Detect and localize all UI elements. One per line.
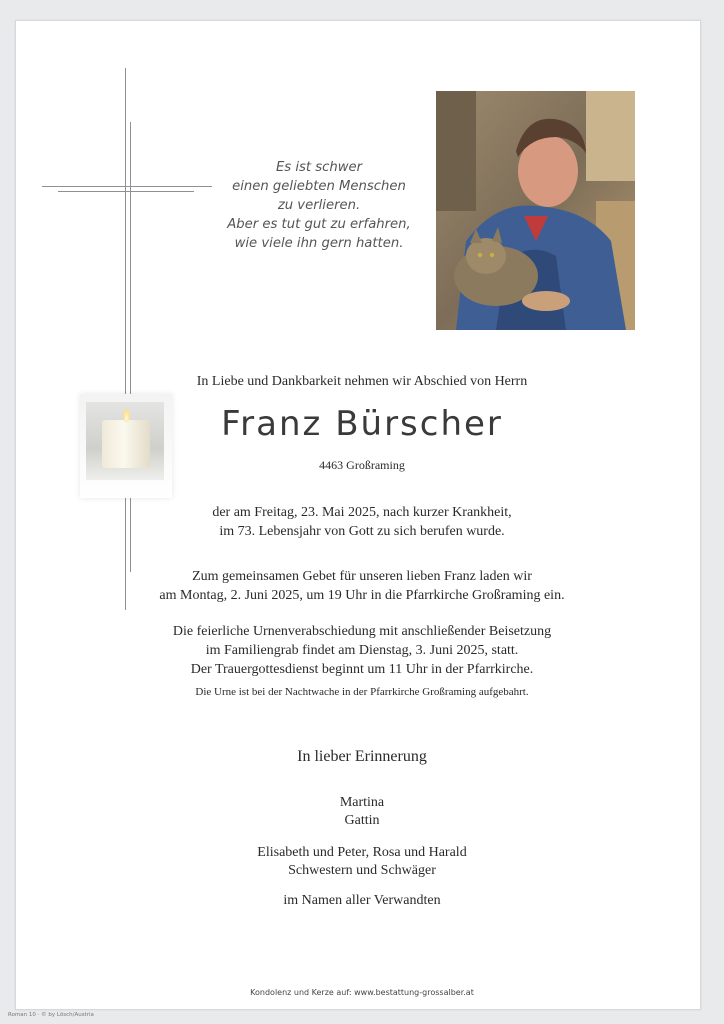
condolence-footer: Kondolenz und Kerze auf: www.bestattung-grossalber.at — [250, 988, 474, 997]
text-line: Der Trauergottesdienst beginnt um 11 Uhr in der Pfarrkirche. — [190, 662, 534, 677]
cross-horizontal-line — [42, 186, 212, 187]
mourner-relation: Gattin — [344, 813, 380, 828]
passing-paragraph — [0, 503, 724, 541]
quote-line: wie viele ihn gern hatten. — [234, 236, 404, 251]
quote-line: Aber es tut gut zu erfahren, — [227, 217, 411, 232]
quote-line: einen geliebten Menschen — [232, 179, 406, 194]
deceased-town: 4463 Großraming — [319, 458, 405, 472]
mourner-names: Elisabeth und Peter, Rosa und Harald — [257, 845, 467, 860]
funeral-paragraph — [0, 622, 724, 679]
deceased-name: Franz Bürscher — [221, 404, 503, 444]
text-line: Die feierliche Urnenverabschiedung mit anschließender Beisetzung — [172, 624, 552, 639]
text-line: im Familiengrab findet am Dienstag, 3. Juni 2025, statt. — [205, 643, 519, 658]
quote-line: zu verlieren. — [277, 198, 361, 213]
mourner-group — [0, 794, 724, 830]
text-line: im 73. Lebensjahr von Gott zu sich berufen wurde. — [219, 524, 505, 539]
imprint-mark: Roman 10 · © by Lösch/Austria — [8, 1012, 94, 1018]
quote-line: Es ist schwer — [275, 160, 363, 175]
text-line: der am Freitag, 23. Mai 2025, nach kurzer Krankheit, — [212, 505, 512, 520]
memorial-quote — [214, 158, 424, 253]
prayer-paragraph — [0, 567, 724, 605]
memory-heading: In lieber Erinnerung — [297, 748, 427, 765]
text-line: am Montag, 2. Juni 2025, um 19 Uhr in die Pfarrkirche Großraming ein. — [159, 588, 565, 603]
cross-horizontal-line-inner — [58, 191, 194, 192]
urn-note: Die Urne ist bei der Nachtwache in der Pfarrkirche Großraming aufgebahrt. — [195, 686, 529, 698]
closing-text: im Namen aller Verwandten — [283, 893, 441, 908]
text-line: Zum gemeinsamen Gebet für unseren lieben Franz laden wir — [192, 569, 532, 584]
mourner-relation: Schwestern und Schwäger — [288, 863, 436, 878]
mourner-group — [0, 844, 724, 880]
mourner-names: Martina — [339, 795, 385, 810]
portrait-photo — [436, 91, 635, 330]
intro-text: In Liebe und Dankbarkeit nehmen wir Abschied von Herrn — [196, 374, 528, 389]
